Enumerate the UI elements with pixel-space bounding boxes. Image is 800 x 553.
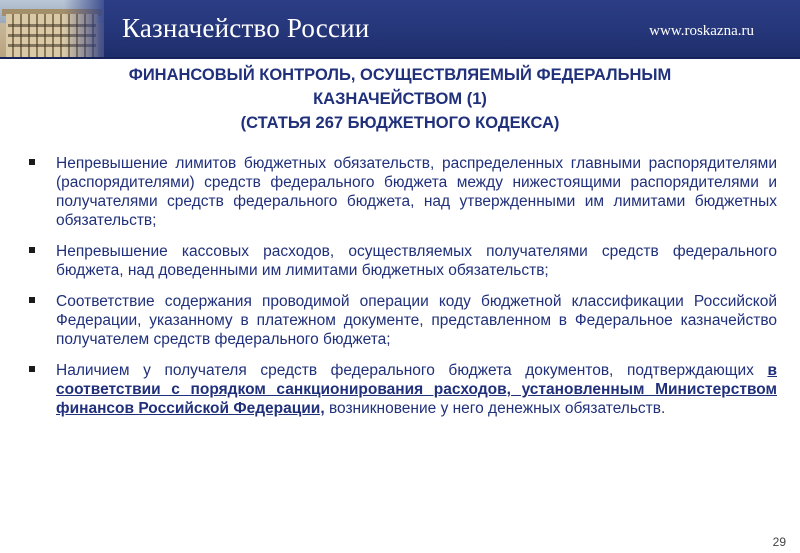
page-title xyxy=(40,63,760,135)
list-item xyxy=(28,242,777,280)
page-number: 29 xyxy=(772,535,786,549)
title-line-2: КАЗНАЧЕЙСТВОМ (1) xyxy=(313,90,487,108)
bullet-square-icon xyxy=(29,159,35,165)
list-item xyxy=(28,361,777,418)
site-url: www.roskazna.ru xyxy=(649,23,754,39)
building-photo xyxy=(0,0,104,57)
bullet-text: Непревышение лимитов бюджетных обязательств, распределенных главными распорядителями (распорядителями) средств федерального бюджета между нижестоящими распорядителями и получателями средств федерального бюджета, над утвержденными им лимитами бюджетных обязательств; xyxy=(56,155,777,229)
bullet-square-icon xyxy=(29,366,35,372)
list-item xyxy=(28,292,777,349)
title-line-3: (СТАТЬЯ 267 БЮДЖЕТНОГО КОДЕКСА) xyxy=(240,114,560,132)
photo-fade xyxy=(64,0,104,57)
bullet-list xyxy=(28,154,777,430)
bullet-text-start: Наличием у получателя средств федерального бюджета документов, подтверждающих xyxy=(56,362,768,379)
bullet-text-end: возникновение у него денежных обязательств. xyxy=(324,400,666,417)
bullet-text: Соответствие содержания проводимой операции коду бюджетной классификации Российской Федерации, указанному в платежном документе, представленном в Федеральное казначейство получателем средств федерального бюджета; xyxy=(56,293,777,348)
header-bar xyxy=(0,0,800,59)
title-line-1: ФИНАНСОВЫЙ КОНТРОЛЬ, ОСУЩЕСТВЛЯЕМЫЙ ФЕДЕРАЛЬНЫМ xyxy=(128,66,672,84)
bullet-text-emphasis: в соответствии с порядком санкционирования расходов, установленным Министерством финансов Российской Федерации, xyxy=(56,362,777,417)
bullet-text: Непревышение кассовых расходов, осуществляемых получателями средств федерального бюджета, над доведенными им лимитами бюджетных обязательств; xyxy=(56,243,777,279)
org-title: Казначейство России xyxy=(122,13,370,43)
bullet-square-icon xyxy=(29,297,35,303)
bullet-square-icon xyxy=(29,247,35,253)
list-item xyxy=(28,154,777,230)
